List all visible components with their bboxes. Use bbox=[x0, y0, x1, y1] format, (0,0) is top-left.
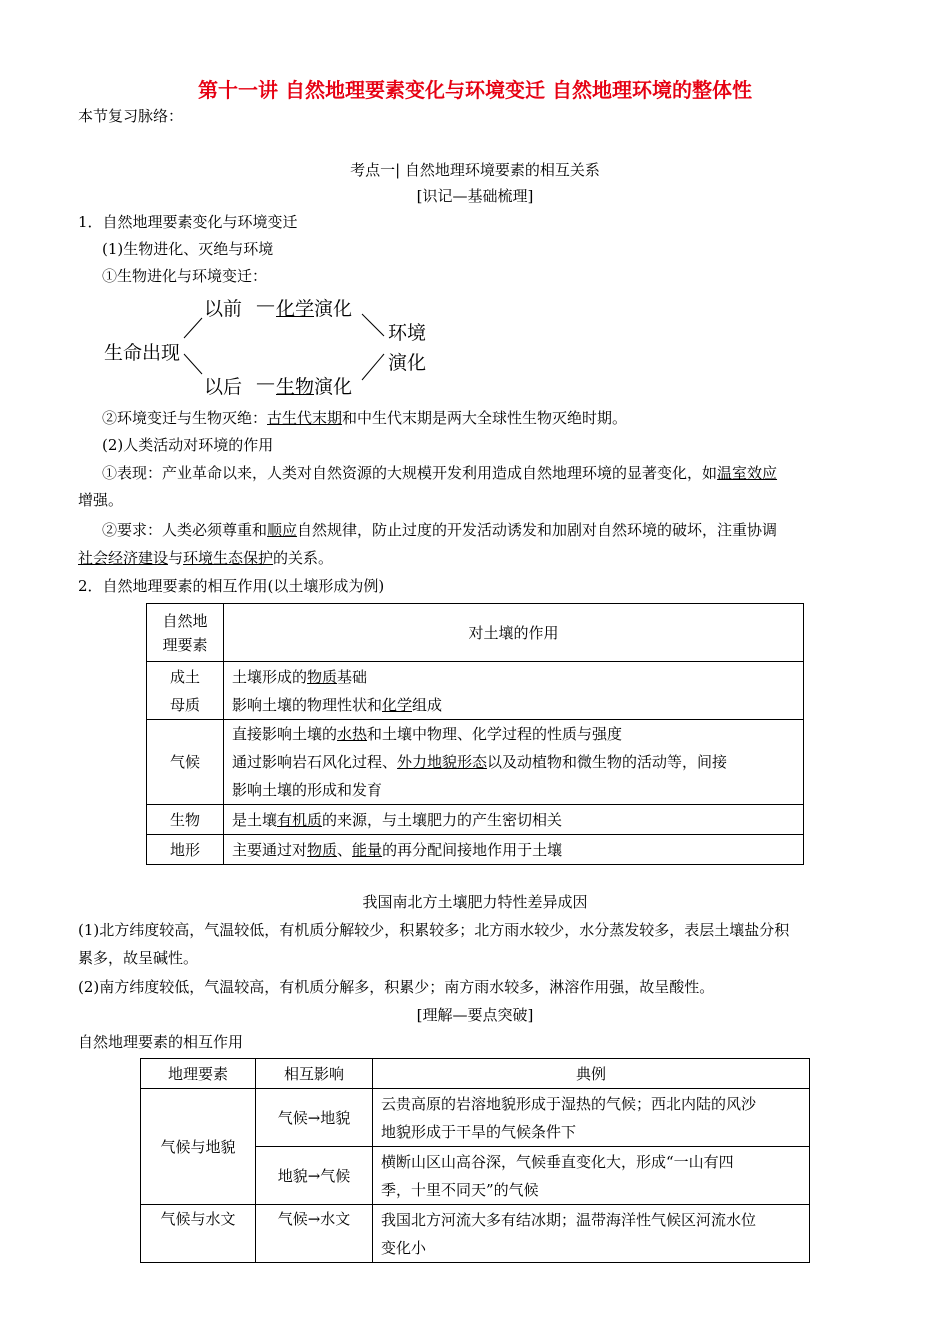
diagram-after-suffix: 演化 bbox=[314, 376, 353, 398]
point1-sub1: (1)生物进化、灭绝与环境 bbox=[102, 240, 274, 258]
sub2b-pre: ②要求：人类必须尊重和 bbox=[102, 521, 268, 539]
table-header-row bbox=[147, 604, 804, 662]
diagram-before-dash: — bbox=[256, 294, 275, 316]
sub1b-pre: ②环境变迁与生物灭绝： bbox=[102, 409, 268, 427]
point1-sub2a-cont: 增强。 bbox=[78, 491, 124, 509]
header-element: 地理要素 bbox=[141, 1059, 256, 1089]
sub1b-post: 和中生代末期是两大全球性生物灭绝时期。 bbox=[342, 409, 628, 427]
section2-label: 自然地理要素的相互作用 bbox=[78, 1033, 244, 1051]
table-row bbox=[147, 835, 804, 865]
connector-origin-after bbox=[184, 354, 202, 374]
factor-terrain: 地形 bbox=[147, 835, 224, 865]
page-title: 第十一讲 自然地理要素变化与环境变迁 自然地理环境的整体性 bbox=[198, 78, 752, 102]
influence-climate-landform: 气候→地貌 bbox=[256, 1089, 373, 1147]
sub2b-term: 顺应 bbox=[267, 521, 298, 539]
point1-sub1a: ①生物进化与环境变迁： bbox=[102, 267, 268, 285]
table-row bbox=[141, 1205, 810, 1263]
example-climate-landform: 云贵高原的岩溶地貌形成于湿热的气候；西北内陆的风沙 地貌形成于干旱的气候条件下 bbox=[373, 1089, 810, 1147]
influence-landform-climate: 地貌→气候 bbox=[256, 1147, 373, 1205]
point1-sub1b bbox=[102, 408, 627, 428]
sub2b-post: 自然规律，防止过度的开发活动诱发和加剧对自然环境的破坏，注重协调 bbox=[297, 521, 778, 539]
table-header-row bbox=[141, 1059, 810, 1089]
soil-factors-table bbox=[146, 603, 804, 865]
header-example: 典例 bbox=[373, 1059, 810, 1089]
diagram-after: 以后 bbox=[204, 376, 243, 398]
point1-sub2c bbox=[78, 548, 333, 568]
factor-parent-material: 成土 母质 bbox=[147, 662, 224, 720]
group-climate-landform: 气候与地貌 bbox=[141, 1089, 256, 1205]
header-influence: 相互影响 bbox=[256, 1059, 373, 1089]
diagram-before: 以前 bbox=[204, 298, 243, 320]
example-landform-climate: 横断山区山高谷深，气候垂直变化大，形成“一山有四 季，十里不同天”的气候 bbox=[373, 1147, 810, 1205]
sub2c-term2: 环境生态保护 bbox=[183, 549, 274, 567]
soil-heading: 我国南北方土壤肥力特性差异成因 bbox=[362, 893, 588, 911]
diagram-env1: 环境 bbox=[388, 322, 427, 344]
intro-text: 本节复习脉络： bbox=[78, 107, 184, 125]
point1-sub2b bbox=[102, 520, 777, 540]
section1-heading: 考点一| 自然地理环境要素的相互关系 bbox=[350, 161, 600, 179]
evolution-diagram bbox=[96, 288, 456, 400]
connector-after-env bbox=[362, 354, 384, 380]
connector-before-env bbox=[362, 314, 384, 336]
diagram-after-term: 生物 bbox=[276, 376, 315, 398]
sub2c-post: 的关系。 bbox=[273, 549, 334, 567]
table-row bbox=[141, 1089, 810, 1147]
soil-para1: (1)北方纬度较高，气温较低，有机质分解较少，积累较多；北方雨水较少，水分蒸发较多，表层土壤盐分积 bbox=[78, 921, 790, 939]
connector-origin-before bbox=[184, 318, 202, 338]
diagram-before-term: 化学 bbox=[276, 298, 315, 320]
effect-biology: 是土壤有机质的来源，与土壤肥力的产生密切相关 bbox=[224, 805, 804, 835]
diagram-origin: 生命出现 bbox=[104, 342, 181, 364]
table-row bbox=[147, 720, 804, 805]
effect-parent-material: 土壤形成的物质基础 影响土壤的物理性状和化学组成 bbox=[224, 662, 804, 720]
point2-title: 2．自然地理要素的相互作用(以土壤形成为例) bbox=[78, 577, 385, 595]
diagram-after-dash: — bbox=[256, 372, 275, 394]
table-row bbox=[147, 805, 804, 835]
section1-subheading: [识记—基础梳理] bbox=[416, 187, 534, 205]
example-climate-hydrology: 我国北方河流大多有结冰期；温带海洋性气候区河流水位 变化小 bbox=[373, 1205, 810, 1263]
soil-para2: (2)南方纬度较低，气温较高，有机质分解多，积累少；南方雨水较多，淋溶作用强，故呈酸性。 bbox=[78, 978, 715, 996]
table-row bbox=[147, 662, 804, 720]
group-climate-hydrology: 气候与水文 bbox=[141, 1205, 256, 1263]
section2-subheading: [理解—要点突破] bbox=[416, 1006, 534, 1024]
effect-climate: 直接影响土壤的水热和土壤中物理、化学过程的性质与强度 通过影响岩石风化过程、外力地貌形态以及动植物和微生物的活动等，间接 影响土壤的形成和发育 bbox=[224, 720, 804, 805]
table-header-factor: 自然地 理要素 bbox=[147, 604, 224, 662]
factor-climate: 气候 bbox=[147, 720, 224, 805]
point1-sub2a bbox=[102, 463, 777, 483]
effect-terrain: 主要通过对物质、能量的再分配间接地作用于土壤 bbox=[224, 835, 804, 865]
point1-title: 1．自然地理要素变化与环境变迁 bbox=[78, 213, 298, 231]
sub1b-term: 古生代末期 bbox=[267, 409, 343, 427]
soil-para1-cont: 累多，故呈碱性。 bbox=[78, 949, 199, 967]
diagram-before-suffix: 演化 bbox=[314, 298, 353, 320]
factor-biology: 生物 bbox=[147, 805, 224, 835]
table-header-effect: 对土壤的作用 bbox=[224, 604, 804, 662]
sub2a-term: 温室效应 bbox=[717, 464, 778, 482]
influence-climate-hydrology: 气候→水文 bbox=[256, 1205, 373, 1263]
diagram-env2: 演化 bbox=[388, 352, 427, 374]
sub2a-pre: ①表现：产业革命以来，人类对自然资源的大规模开发利用造成自然地理环境的显著变化，如 bbox=[102, 464, 718, 482]
sub2c-term1: 社会经济建设 bbox=[78, 549, 169, 567]
sub2c-mid: 与 bbox=[168, 549, 184, 567]
interaction-table bbox=[140, 1058, 810, 1263]
point1-sub2: (2)人类活动对环境的作用 bbox=[102, 436, 274, 454]
